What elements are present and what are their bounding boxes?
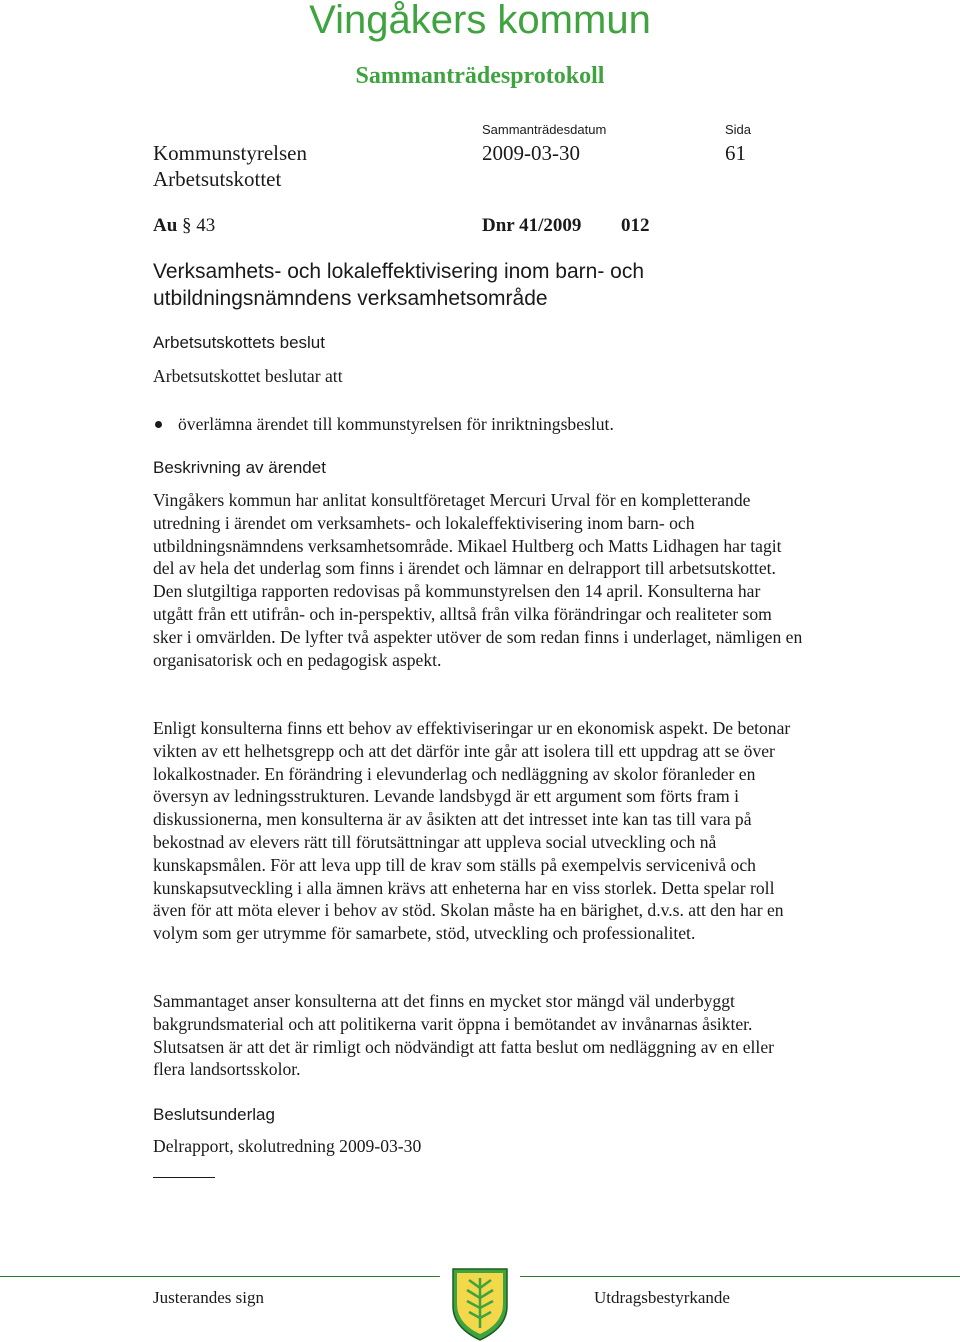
municipal-coat-of-arms-icon <box>449 1266 511 1342</box>
case-code: 012 <box>621 215 650 236</box>
paragraph-prefix: Au <box>153 215 178 236</box>
description-paragraph-2: Enligt konsulterna finns ett behov av effektiviseringar ur en ekonomisk aspekt. De betonar vikten av ett helhetsgrepp och att det därför inte går att isolera till ett uppdrag att se över lokalkostnader. En förändring i elevunderlag och nedläggning av skolor föranleder en översyn av ledningsstrukturen. Levande landsbygd är ett argument som förts fram i diskussionerna, men konsulterna är av åsikten att det intresset inte kan tas till vara på bekostnad av elevers rätt till förutsättningar att uppleva social utveckling och nå kunskapsmålen. För att leva upp till de krav som ställs på exempelvis servicenivå och kunskapsutveckling i alla ämnen krävs att enheterna har en viss storlek. Detta spelar roll även för att möta elever i behov av stöd. Skolan måste ha en bärighet, d.v.s. att den har en volym som ger utrymme för samarbete, stöd, utveckling och professionalitet. <box>153 718 791 944</box>
committee-name: Kommunstyrelsen <box>153 141 307 165</box>
dnr: Dnr 41/2009 <box>482 215 582 236</box>
paragraph-ref <box>153 215 215 237</box>
description-paragraph-3: Sammantaget anser konsulterna att det finns en mycket stor mängd väl underbyggt bakgrundsmaterial och att politikerna varit öppna i bemötandet av invånarnas åsikter. Slutsatsen är att det är rimligt och nödvändigt att fatta beslut om nedläggning av en eller flera landsortsskolor. <box>153 991 774 1080</box>
footer-justerandes-sign: Justerandes sign <box>153 1288 264 1307</box>
sub-committee-name: Arbetsutskottet <box>153 167 282 191</box>
basis-heading: Beslutsunderlag <box>153 1105 275 1124</box>
description-paragraph-1: Vingåkers kommun har anlitat konsultföretaget Mercuri Urval för en kompletterande utredning i ärendet om verksamhets- och lokaleffektivisering inom barn- och utbildningsnämndens verksamhetsområde. Mikael Hultberg och Matts Lidhagen har tagit del av hela det underlag som finns i ärendet och lämnar en delrapport till arbetsutskottet. Den slutgiltiga rapporten redovisas på kommunstyrelsen den 14 april. Konsulterna har utgått från ett utifrån- och in-perspektiv, alltså från vilka förändringar och realiteter som sker i omvärlden. De lyfter två aspekter utöver de som redan finns i underlaget, nämligen en organisatorisk och en pedagogisk aspekt. <box>153 490 803 670</box>
case-title-line-2: utbildningsnämndens verksamhetsområde <box>153 287 548 310</box>
footer-rule-right <box>520 1276 960 1277</box>
decision-heading: Arbetsutskottets beslut <box>153 333 325 352</box>
decision-bullet: överlämna ärendet till kommunstyrelsen för inriktningsbeslut. <box>178 414 614 434</box>
basis-item: Delrapport, skolutredning 2009-03-30 <box>153 1136 422 1156</box>
document-type: Sammanträdesprotokoll <box>355 63 605 89</box>
case-title-line-1: Verksamhets- och lokaleffektivisering inom barn- och <box>153 260 645 283</box>
bullet-icon <box>155 421 162 428</box>
end-rule <box>153 1177 215 1178</box>
page-number: 61 <box>725 141 746 165</box>
description-heading: Beskrivning av ärendet <box>153 458 326 477</box>
decision-intro: Arbetsutskottet beslutar att <box>153 366 343 386</box>
page-label: Sida <box>725 122 752 137</box>
paragraph-number: 43 <box>196 215 216 236</box>
meeting-date: 2009-03-30 <box>482 141 580 165</box>
municipality-title: Vingåkers kommun <box>309 0 651 42</box>
footer-utdragsbestyrkande: Utdragsbestyrkande <box>594 1288 730 1307</box>
date-label: Sammanträdesdatum <box>482 122 607 137</box>
footer-rule-left <box>0 1276 440 1277</box>
section-sign: § <box>182 215 192 236</box>
